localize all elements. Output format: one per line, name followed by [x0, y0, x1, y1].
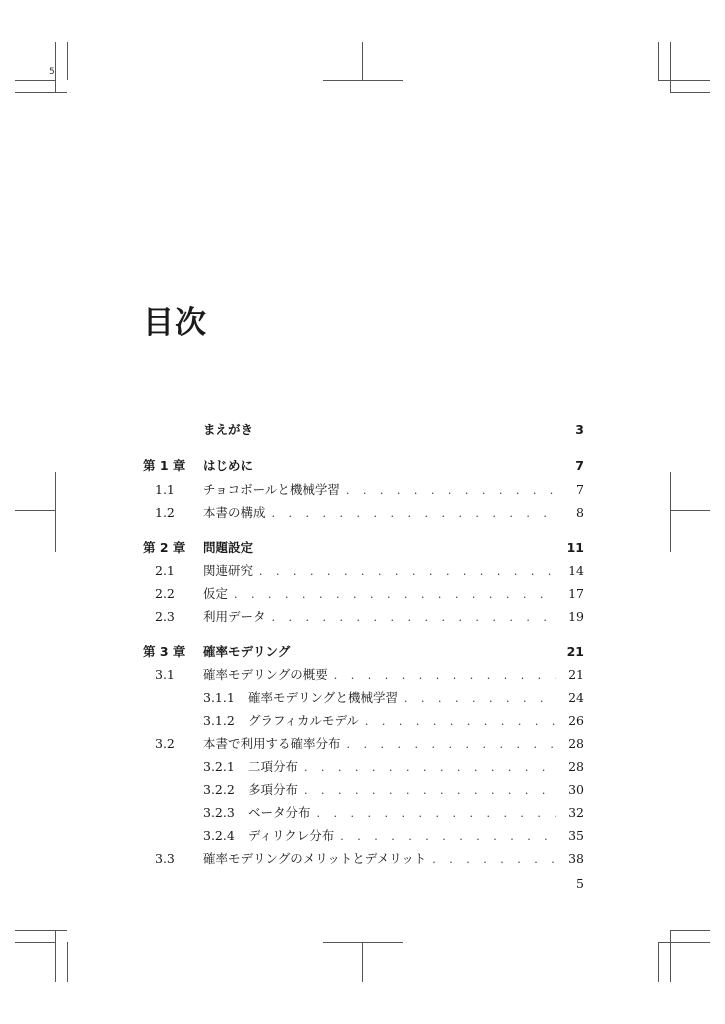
toc-subsection[interactable] [143, 803, 584, 823]
toc-number: 3.2 [155, 736, 175, 751]
crop-mark [670, 930, 671, 982]
toc-title: ベータ分布 [248, 805, 311, 820]
toc-number: 第 3 章 [143, 644, 186, 659]
toc-number: 1.1 [155, 482, 175, 497]
toc-leader-dots [304, 784, 556, 797]
toc-title: 二項分布 [248, 759, 299, 774]
toc-leader-dots [347, 738, 556, 751]
toc-page-number: 21 [568, 667, 584, 682]
toc-number: 1.2 [155, 505, 175, 520]
toc-number: 第 1 章 [143, 458, 186, 473]
footer-page-number: 5 [576, 876, 584, 891]
toc-section[interactable] [143, 503, 584, 523]
toc-title: まえがき [203, 422, 254, 437]
toc-page-number: 24 [568, 690, 584, 705]
toc-section[interactable] [143, 849, 584, 869]
toc-leader-dots [365, 715, 556, 728]
toc-page-number: 35 [568, 828, 584, 843]
crop-mark [15, 92, 67, 93]
toc-title: 本書で利用する確率分布 [203, 736, 341, 751]
crop-mark [15, 930, 67, 931]
crop-mark [658, 942, 659, 982]
crop-mark [670, 92, 710, 93]
toc-title: 関連研究 [203, 563, 254, 578]
toc-page-number: 21 [566, 644, 584, 659]
toc-page-number: 38 [568, 851, 584, 866]
crop-mark [670, 42, 671, 92]
crop-mark [55, 930, 56, 982]
toc-page-number: 19 [568, 609, 584, 624]
toc-page-number: 28 [568, 759, 584, 774]
toc-number: 3.1 [155, 667, 175, 682]
toc-title: 確率モデリングの概要 [203, 667, 328, 682]
toc-leader-dots [272, 507, 556, 520]
crop-mark [323, 942, 403, 943]
toc-title: 多項分布 [248, 782, 299, 797]
toc-page-number: 3 [575, 422, 584, 437]
toc-number: 3.2.1 [203, 759, 235, 774]
crop-mark [670, 510, 710, 511]
toc-chapter[interactable] [143, 642, 584, 662]
toc-section[interactable] [143, 561, 584, 581]
toc-title: 確率モデリングのメリットとデメリット [203, 851, 427, 866]
crop-mark [15, 942, 55, 943]
toc-leader-dots [234, 588, 556, 601]
toc-number: 2.2 [155, 586, 175, 601]
toc-leader-dots [404, 692, 556, 705]
toc-subsection[interactable] [143, 688, 584, 708]
toc-title: 問題設定 [203, 540, 254, 555]
crop-mark [670, 472, 671, 552]
toc-number: 2.3 [155, 609, 175, 624]
toc-title: 利用データ [203, 609, 266, 624]
toc-subsection[interactable] [143, 711, 584, 731]
toc-leader-dots [259, 565, 556, 578]
toc-number: 3.2.2 [203, 782, 235, 797]
toc-number: 3.3 [155, 851, 175, 866]
toc-subsection[interactable] [143, 757, 584, 777]
toc-title: 確率モデリングと機械学習 [248, 690, 399, 705]
toc-chapter[interactable] [143, 420, 584, 440]
crop-mark [362, 942, 363, 982]
toc-number: 3.1.1 [203, 690, 235, 705]
crop-mark [323, 80, 403, 81]
toc-page-number: 28 [568, 736, 584, 751]
crop-mark [658, 942, 710, 943]
toc-page-number: 30 [568, 782, 584, 797]
toc-subsection[interactable] [143, 780, 584, 800]
toc-page-number: 17 [568, 586, 584, 601]
toc-section[interactable] [143, 607, 584, 627]
crop-mark [658, 42, 659, 80]
toc-number: 2.1 [155, 563, 175, 578]
crop-mark [55, 42, 56, 92]
toc-leader-dots [334, 669, 556, 682]
crop-mark [55, 472, 56, 552]
toc-title: はじめに [203, 458, 254, 473]
crop-mark [670, 930, 710, 931]
crop-mark [67, 942, 68, 982]
toc-section[interactable] [143, 584, 584, 604]
crop-mark [67, 42, 68, 80]
toc-subsection[interactable] [143, 826, 584, 846]
toc-page-number: 7 [575, 458, 584, 473]
corner-page-number: 5 [49, 67, 55, 77]
toc-leader-dots [346, 484, 556, 497]
toc-page-number: 32 [568, 805, 584, 820]
toc-section[interactable] [143, 734, 584, 754]
toc-title: グラフィカルモデル [248, 713, 359, 728]
toc-leader-dots [432, 853, 556, 866]
toc-section[interactable] [143, 665, 584, 685]
toc-leader-dots [340, 830, 556, 843]
crop-mark [362, 42, 363, 80]
toc-number: 3.2.3 [203, 805, 235, 820]
toc-number: 3.1.2 [203, 713, 235, 728]
crop-mark [658, 80, 710, 81]
toc-page-number: 26 [568, 713, 584, 728]
toc-leader-dots [317, 807, 556, 820]
toc-chapter[interactable] [143, 456, 584, 476]
toc-title: 本書の構成 [203, 505, 266, 520]
crop-mark [15, 80, 55, 81]
toc-title: ディリクレ分布 [248, 828, 335, 843]
toc-page-number: 7 [576, 482, 584, 497]
toc-title: チョコボールと機械学習 [203, 482, 340, 497]
toc-page-number: 14 [568, 563, 584, 578]
toc-title: 仮定 [203, 586, 229, 601]
page-title: 目次 [143, 305, 207, 341]
crop-mark [15, 510, 55, 511]
toc-section[interactable] [143, 480, 584, 500]
toc-leader-dots [272, 611, 556, 624]
toc-page-number: 8 [576, 505, 584, 520]
toc-leader-dots [304, 761, 556, 774]
toc-number: 第 2 章 [143, 540, 186, 555]
toc-number: 3.2.4 [203, 828, 235, 843]
toc-page-number: 11 [566, 540, 584, 555]
toc-title: 確率モデリング [203, 644, 291, 659]
toc-chapter[interactable] [143, 538, 584, 558]
